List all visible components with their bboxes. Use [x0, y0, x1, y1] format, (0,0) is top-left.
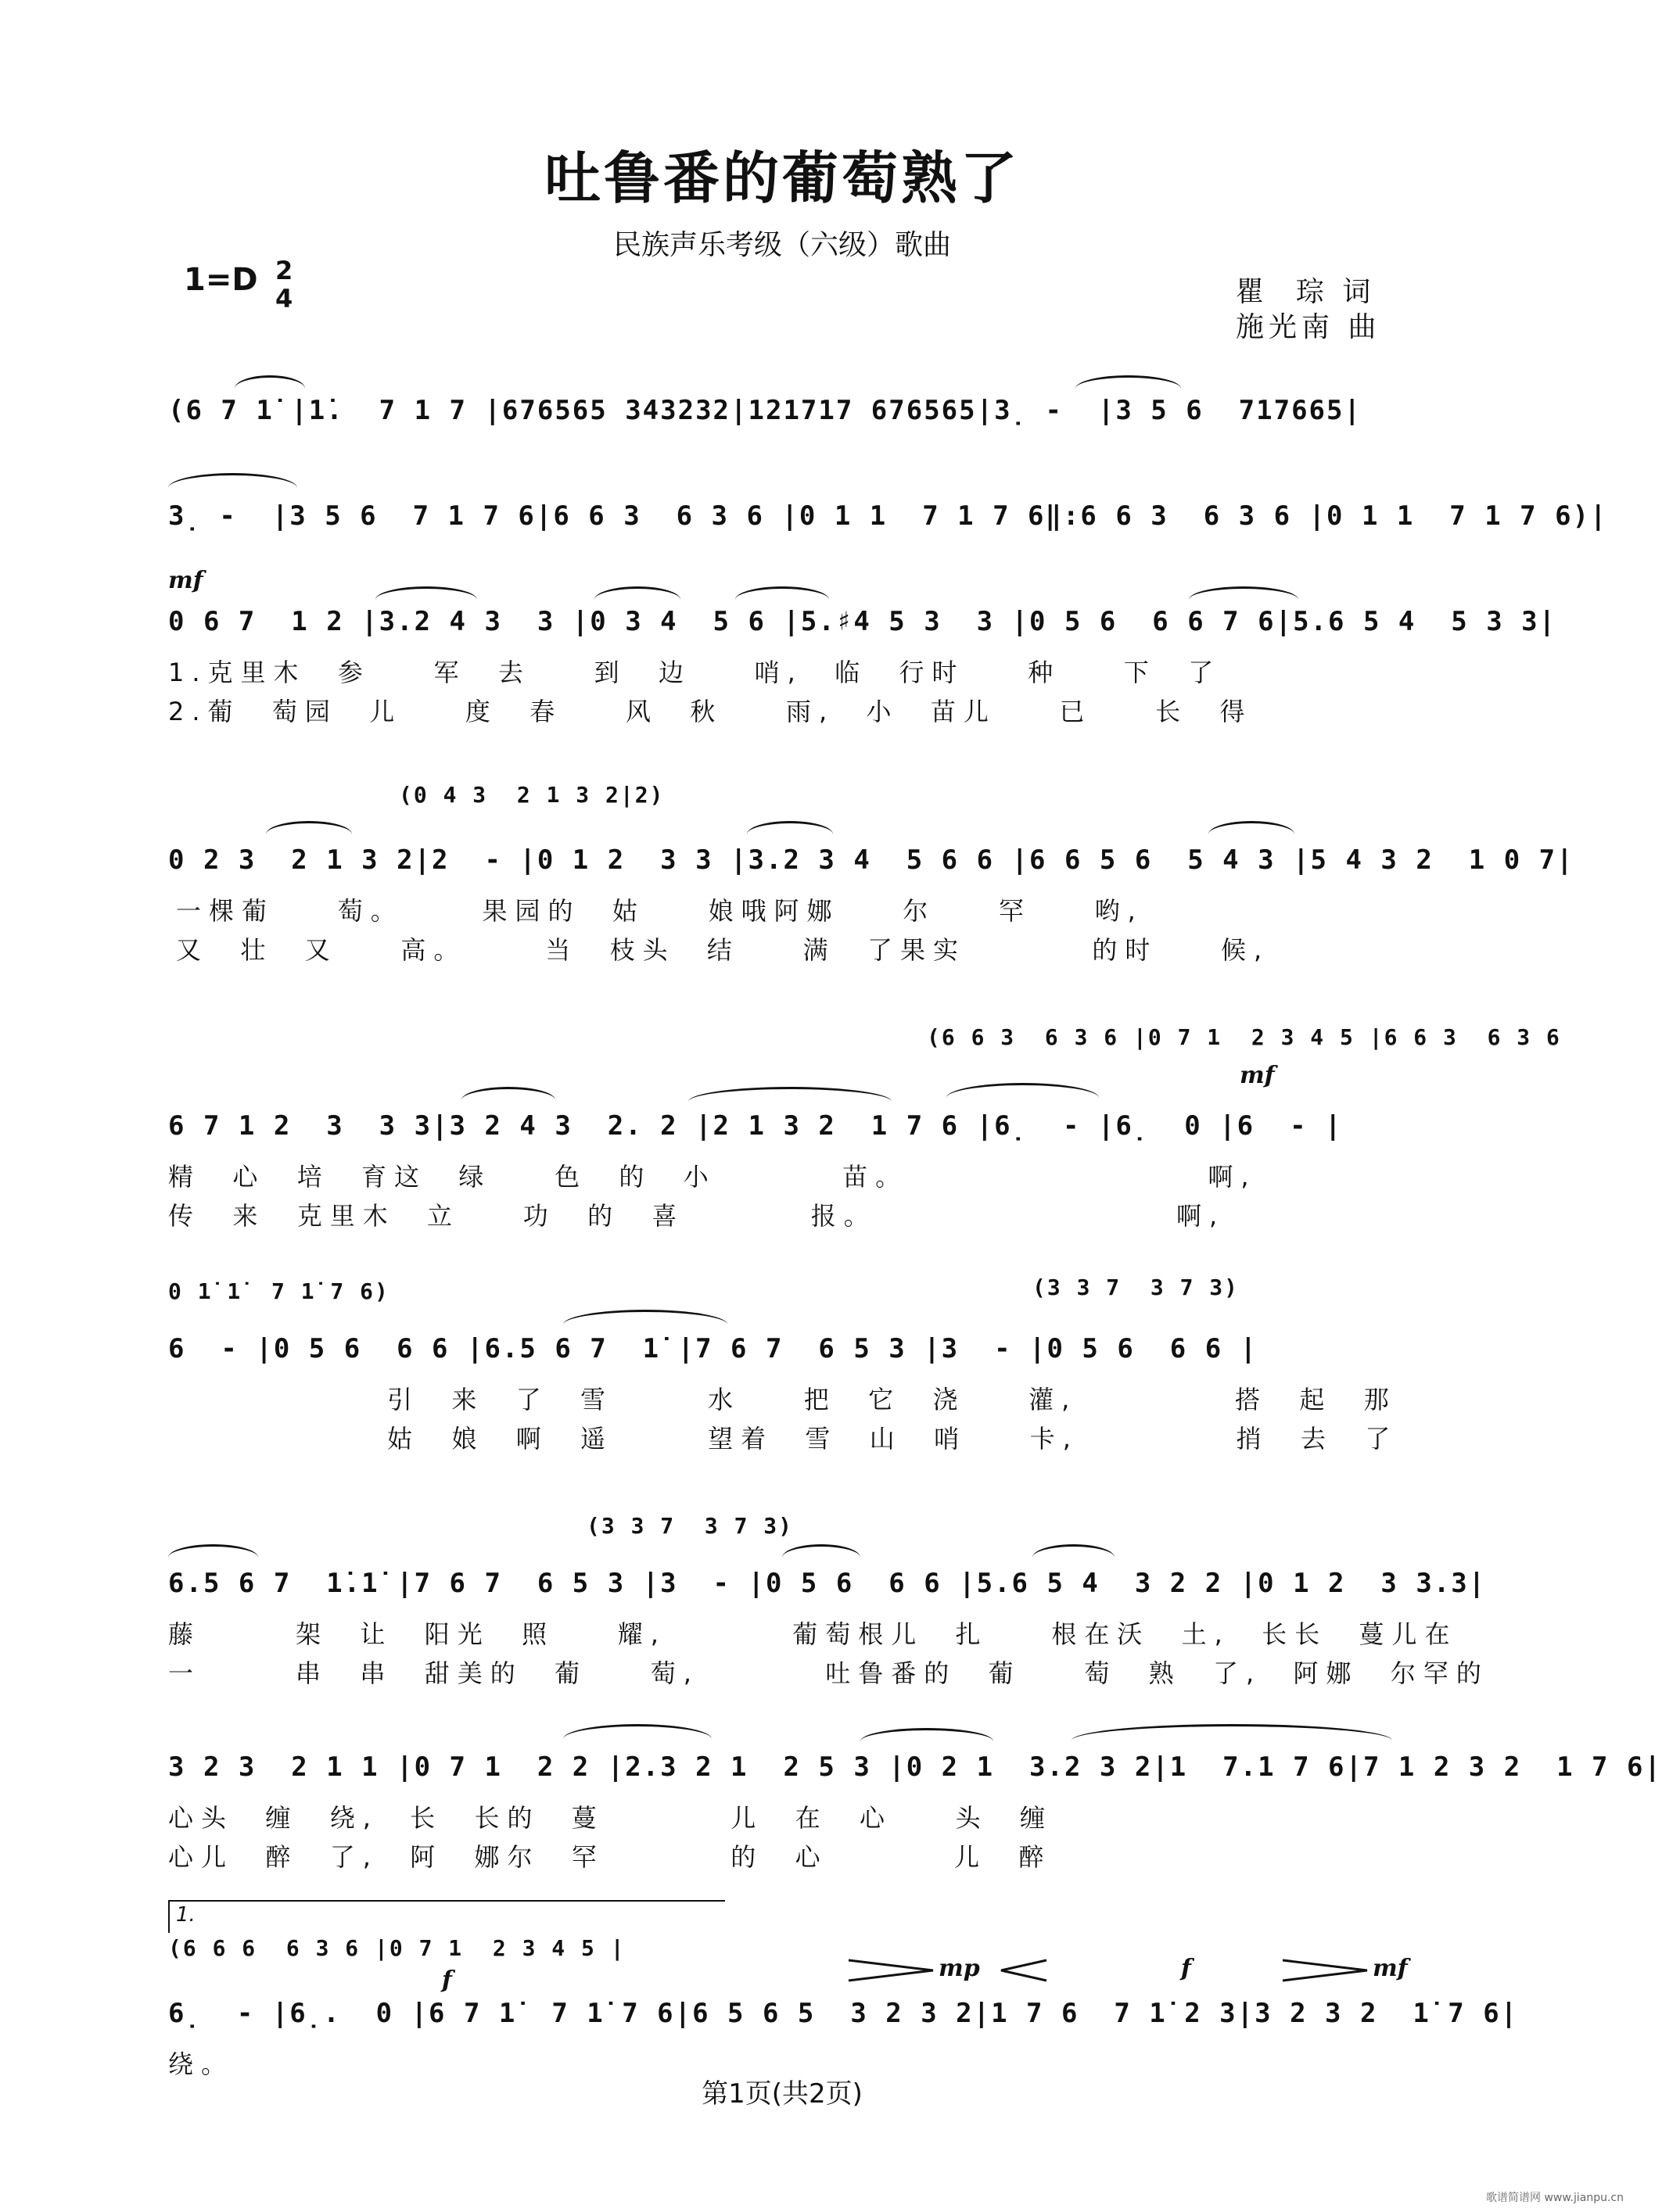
lyricist-credit: 瞿 琮 词	[1236, 276, 1376, 308]
slur	[563, 1724, 712, 1739]
lyric-verse-2: 2.葡 萄园 儿 度 春 风 秋 雨, 小 苗儿 已 长 得	[168, 697, 1253, 726]
slur	[461, 1087, 555, 1100]
slur	[1032, 1544, 1115, 1558]
slur	[235, 375, 305, 389]
slur	[563, 1310, 727, 1325]
ossia-line-7: (3 3 7 3 7 3)	[587, 1513, 794, 1539]
lyric-verse-1: 心头 缠 绕, 长 长的 蔓 儿 在 心 头 缠	[168, 1803, 1053, 1833]
slur	[1208, 821, 1294, 834]
slur	[860, 1728, 993, 1741]
lyric-verse-2: 传 来 克里木 立 功 的 喜 报。 啊,	[168, 1201, 1226, 1231]
lyric-verse-1: 绕。	[168, 2049, 235, 2079]
lyric-verse-2: 姑 娘 啊 遥 望着 雪 山 哨 卡, 捎 去 了	[387, 1424, 1398, 1454]
dynamic-mark: mf	[1240, 1062, 1275, 1089]
notation-line-7: 6.5 6 7 1̇.1̇ |7 6 7 6 5 3 |3 - |0 5 6 6 6 |5.6 5 4 3 2 2 |0 1 2 3 3.3|	[168, 1568, 1487, 1599]
notation-line-3: 0 6 7 1 2 |3.2 4 3 3 |0 3 4 5 6 |5.♯4 5 3 3 |0 5 6 6 6 7 6|5.6 5 4 5 3 3|	[168, 606, 1557, 637]
lyric-verse-1: 藤 架 让 阳光 照 耀, 葡萄根儿 扎 根在沃 土, 长长 蔓儿在	[168, 1619, 1458, 1649]
slur	[168, 1544, 258, 1558]
notation-line-8: 3 2 3 2 1 1 |0 7 1 2 2 |2.3 2 1 2 5 3 |0 2 1 3.2 3 2|1 7.1 7 6|7 1 2 3 2 1 7 6|	[168, 1751, 1662, 1783]
slur	[594, 586, 680, 600]
time-signature-top: 2	[275, 256, 293, 285]
notation-line-4: 0 2 3 2 1 3 2|2 - |0 1 2 3 3 |3.2 3 4 5 6 6 |6 6 5 6 5 4 3 |5 4 3 2 1 0 7|	[168, 844, 1574, 876]
slur	[1072, 1724, 1392, 1741]
notation-line-9: 6̣ - |6̣. 0 |6 7 1̇ 7 1̇ 7 6|6 5 6 5 3 2 3 2|1 7 6 7 1̇ 2 3|3 2 3 2 1̇ 7 6|	[168, 1998, 1519, 2029]
notation-line-1: (6 7 1̇ |1̇. 7 1 7 |676565 343232|121717 676565|3̣ - |3 5 6 717665|	[168, 395, 1362, 426]
dynamic-mark: mp	[939, 1955, 980, 1982]
notation-line-6: 6 - |0 5 6 6 6 |6.5 6 7 1̇ |7 6 7 6 5 3 |3 - |0 5 6 6 6 |	[168, 1333, 1258, 1364]
slur	[1189, 586, 1298, 600]
lyric-verse-1: 精 心 培 育这 绿 色 的 小 苗。 啊,	[168, 1162, 1257, 1192]
crescendo-hairpin	[1001, 1959, 1048, 1982]
slur	[1075, 375, 1181, 389]
dynamic-mark: mf	[168, 567, 203, 594]
composer-credit: 施光南 曲	[1236, 311, 1381, 343]
lyric-verse-1: 一棵葡 萄。 果园的 姑 娘哦阿娜 尔 罕 哟,	[176, 896, 1143, 926]
dynamic-mark: f	[442, 1966, 452, 1994]
page-number: 第1页(共2页)	[702, 2078, 863, 2110]
slur	[688, 1087, 892, 1102]
watermark: 歌谱简谱网 www.jianpu.cn	[1486, 2192, 1624, 2204]
dynamic-mark: f	[1181, 1955, 1191, 1982]
dynamic-mark: mf	[1373, 1955, 1408, 1982]
song-title: 吐鲁番的葡萄熟了	[544, 145, 1020, 211]
song-subtitle: 民族声乐考级（六级）歌曲	[612, 229, 951, 261]
lyric-verse-1: 1.克里木 参 军 去 到 边 哨, 临 行时 种 下 了	[168, 658, 1222, 687]
lyric-verse-2: 一 串 串 甜美的 葡 萄, 吐鲁番的 葡 萄 熟 了, 阿娜 尔罕的	[168, 1658, 1489, 1688]
slur	[946, 1083, 1099, 1098]
lyric-verse-1: 引 来 了 雪 水 把 它 浇 灌, 搭 起 那	[387, 1385, 1397, 1414]
slur	[375, 586, 477, 600]
ossia-left-6: 0 1̇ 1̇ 7 1̇ 7 6)	[168, 1278, 389, 1304]
ossia-line-6: (3 3 7 3 7 3)	[1032, 1274, 1240, 1300]
slur	[266, 821, 352, 834]
ossia-line-4: (0 4 3 2 1 3 2|2)	[399, 782, 665, 808]
lyric-verse-2: 又 壮 又 高。 当 枝头 结 满 了果实 的时 候,	[176, 935, 1270, 965]
slur	[747, 821, 833, 834]
slur	[735, 586, 829, 600]
ossia-line-5: (6 6 3 6 3 6 |0 7 1 2 3 4 5 |6 6 3 6 3 6	[927, 1024, 1561, 1050]
lyric-verse-2: 心儿 醉 了, 阿 娜尔 罕 的 心 儿 醉	[168, 1842, 1052, 1872]
ossia-line-9: (6 6 6 6 3 6 |0 7 1 2 3 4 5 |	[168, 1935, 626, 1961]
slur	[168, 473, 297, 488]
notation-line-2: 3̣ - |3 5 6 7 1 7 6|6 6 3 6 3 6 |0 1 1 7 1 7 6‖:6 6 3 6 3 6 |0 1 1 7 1 7 6)|	[168, 500, 1608, 532]
slur	[782, 1544, 860, 1558]
time-signature-bottom: 4	[275, 284, 293, 314]
key-signature: 1=D	[184, 262, 258, 298]
first-ending-bracket	[168, 1900, 725, 1933]
volta-number: 1.	[176, 1903, 196, 1927]
decrescendo-hairpin	[849, 1959, 935, 1982]
notation-line-5: 6 7 1 2 3 3 3|3 2 4 3 2. 2 |2 1 3 2 1 7 6 |6̣ - |6̣ 0 |6 - |	[168, 1110, 1343, 1142]
decrescendo-hairpin	[1283, 1959, 1369, 1982]
